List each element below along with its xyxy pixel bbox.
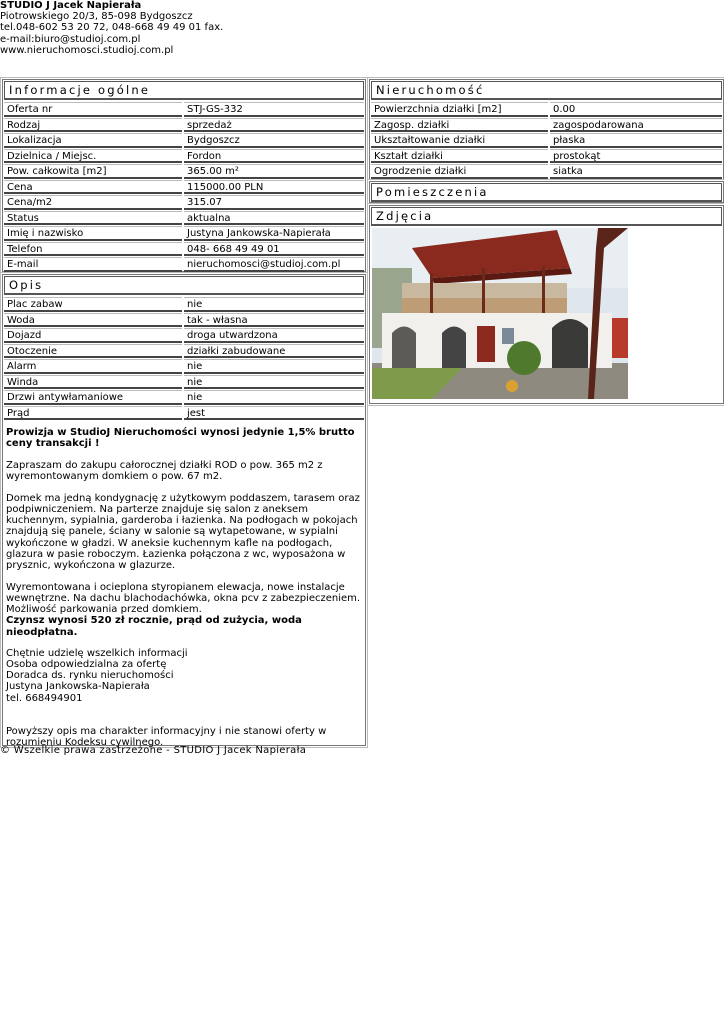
general-info-value: nieruchomosci@studioj.com.pl <box>184 257 364 272</box>
contact-line: Doradca ds. rynku nieruchomości <box>6 670 174 682</box>
general-info-row <box>4 149 364 164</box>
feature-row <box>4 359 364 374</box>
description-title: Opis <box>4 276 364 295</box>
disclaimer: Powyższy opis ma charakter informacyjny i nie stanowi oferty w rozumieniu Kodeksu cywilnego. <box>6 725 327 748</box>
property-label: Powierzchnia działki [m2] <box>371 102 548 117</box>
general-info-value: Bydgoszcz <box>184 133 364 148</box>
feature-value: nie <box>184 375 364 390</box>
general-info-label: Pow. całkowita [m2] <box>4 164 182 179</box>
general-info-value: sprzedaż <box>184 118 364 133</box>
rooms-section <box>369 181 724 203</box>
commission-note: Prowizja w StudioJ Nieruchomości wynosi jedynie 1,5% brutto ceny transakcji ! <box>6 427 355 450</box>
feature-row <box>4 344 364 359</box>
general-info-value: 115000.00 PLN <box>184 180 364 195</box>
general-info-label: E-mail <box>4 257 182 272</box>
general-info-value: 315.07 <box>184 195 364 210</box>
contact-line: Osoba odpowiedzialna za ofertę <box>6 658 167 670</box>
general-info-title: Informacje ogólne <box>4 81 364 100</box>
agency-phone: tel.048-602 53 20 72, 048-668 49 49 01 fax. <box>0 22 224 34</box>
agency-name: STUDIO J Jacek Napierała <box>0 0 142 11</box>
property-photo[interactable] <box>372 228 628 399</box>
feature-row <box>4 328 364 343</box>
general-info-row <box>4 102 364 117</box>
feature-value: nie <box>184 297 364 312</box>
feature-label: Prąd <box>4 406 182 421</box>
general-info-label: Status <box>4 211 182 226</box>
agency-header <box>0 0 400 56</box>
general-info-row <box>4 211 364 226</box>
feature-label: Winda <box>4 375 182 390</box>
general-info-value: STJ-GS-332 <box>184 102 364 117</box>
feature-label: Dojazd <box>4 328 182 343</box>
property-row <box>371 164 722 179</box>
feature-label: Otoczenie <box>4 344 182 359</box>
feature-row <box>4 297 364 312</box>
general-info-label: Cena/m2 <box>4 195 182 210</box>
general-info-row <box>4 226 364 241</box>
description-paragraph-1: Zapraszam do zakupu całorocznej działki ROD o pow. 365 m2 z wyremontowanym domkiem o pow. 67 m2. <box>6 459 323 483</box>
property-value: płaska <box>550 133 722 148</box>
description-text <box>3 421 365 748</box>
general-info-row <box>4 118 364 133</box>
feature-row <box>4 313 364 328</box>
general-info-row <box>4 180 364 195</box>
general-info-label: Oferta nr <box>4 102 182 117</box>
feature-value: droga utwardzona <box>184 328 364 343</box>
general-info-value: aktualna <box>184 211 364 226</box>
general-info-label: Lokalizacja <box>4 133 182 148</box>
rent-note: Czynsz wynosi 520 zł rocznie, prąd od zużycia, woda nieodpłatna. <box>6 615 302 638</box>
general-info-label: Imię i nazwisko <box>4 226 182 241</box>
property-label: Kształt działki <box>371 149 548 164</box>
property-row <box>371 102 722 117</box>
feature-label: Alarm <box>4 359 182 374</box>
feature-row <box>4 390 364 405</box>
general-info-row <box>4 257 364 272</box>
feature-value: tak - własna <box>184 313 364 328</box>
feature-value: nie <box>184 359 364 374</box>
general-info-row <box>4 195 364 210</box>
property-title: Nieruchomość <box>371 81 722 100</box>
property-label: Zagosp. działki <box>371 118 548 133</box>
general-info-value: 365.00 m² <box>184 164 364 179</box>
property-section <box>369 79 724 180</box>
property-label: Ukształtowanie działki <box>371 133 548 148</box>
property-row <box>371 149 722 164</box>
property-value: prostokąt <box>550 149 722 164</box>
contact-line: tel. 668494901 <box>6 692 83 704</box>
rooms-title: Pomieszczenia <box>371 183 722 202</box>
general-info-row <box>4 133 364 148</box>
feature-row <box>4 406 364 421</box>
feature-value: jest <box>184 406 364 421</box>
general-info-label: Telefon <box>4 242 182 257</box>
feature-label: Drzwi antywłamaniowe <box>4 390 182 405</box>
contact-line: Chętnie udzielę wszelkich informacji <box>6 647 188 659</box>
contact-line: Justyna Jankowska-Napierała <box>6 681 150 693</box>
description-paragraph-2: Domek ma jedną kondygnację z użytkowym poddaszem, tarasem oraz podpiwniczeniem. Na parterze znajduje się salon z aneksem kuchennym, sypialnia, garderoba i łazienka. Na podłogach w pokojach znajdują się panele, ściany w salonie są wytapetowane, w sypialni wykończone w gładzi. W aneksie kuchennym kafle na podłogach, glazura w pasie roboczym. Łazienka połączona z wc, wyposażona w prysznic, wykończona w glazurze. <box>6 492 360 572</box>
property-label: Ogrodzenie działki <box>371 164 548 179</box>
description-paragraph-3: Wyremontowana i ocieplona styropianem elewacja, nowe instalacje wewnętrzne. Na dachu blachodachówka, okna pcv z zabezpieczeniem. Możliwość parkowania przed domkiem. <box>6 581 361 616</box>
general-info-section <box>2 79 366 272</box>
copyright-footer: © Wszelkie prawa zastrzeżone - STUDIO J Jacek Napierała <box>0 745 307 756</box>
description-section <box>2 274 366 746</box>
property-row <box>371 118 722 133</box>
agency-email: e-mail:biuro@studioj.com.pl <box>0 33 141 45</box>
general-info-row <box>4 242 364 257</box>
general-info-label: Dzielnica / Miejsc. <box>4 149 182 164</box>
property-value: zagospodarowana <box>550 118 722 133</box>
property-row <box>371 133 722 148</box>
feature-value: nie <box>184 390 364 405</box>
feature-row <box>4 375 364 390</box>
general-info-value: Justyna Jankowska-Napierała <box>184 226 364 241</box>
feature-label: Woda <box>4 313 182 328</box>
general-info-label: Rodzaj <box>4 118 182 133</box>
agency-address: Piotrowskiego 20/3, 85-098 Bydgoszcz <box>0 11 193 23</box>
feature-value: działki zabudowane <box>184 344 364 359</box>
general-info-row <box>4 164 364 179</box>
general-info-value: Fordon <box>184 149 364 164</box>
general-info-value: 048- 668 49 49 01 <box>184 242 364 257</box>
agency-website: www.nieruchomosci.studioj.com.pl <box>0 44 174 56</box>
general-info-label: Cena <box>4 180 182 195</box>
photos-title: Zdjęcia <box>371 207 722 226</box>
property-value: siatka <box>550 164 722 179</box>
feature-label: Plac zabaw <box>4 297 182 312</box>
property-value: 0.00 <box>550 102 722 117</box>
